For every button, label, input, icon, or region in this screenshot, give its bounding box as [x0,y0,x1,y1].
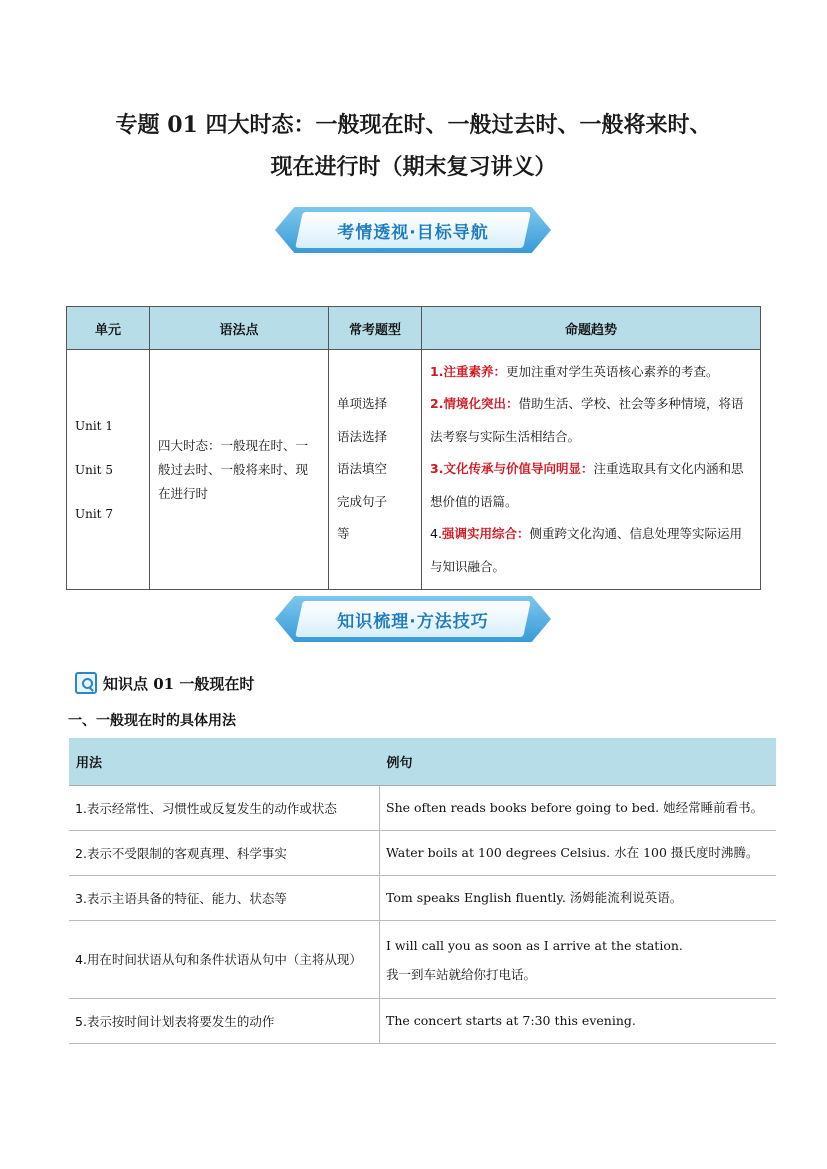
usage-cell: 5.表示按时间计划表将要发生的动作 [69,999,380,1044]
document-title-line2: 现在进行时（期末复习讲义） [270,154,557,180]
header-unit: 单元 [67,307,150,350]
trend-title: 2.情境化突出： [430,396,519,412]
usage-cell: 2.表示不受限制的客观真理、科学事实 [69,831,380,876]
table-row [69,921,776,999]
header-grammar: 语法点 [150,307,329,350]
example-cell: The concert starts at 7:30 this evening. [380,999,777,1044]
header-question-types: 常考题型 [329,307,422,350]
trend-prefix: 4. [430,526,442,542]
trend-text: 侧重跨文化沟通、信息处理等实际运用与知识融合。 [430,526,742,574]
exam-summary-table [66,306,761,590]
banner-label: 知识梳理·方法技巧 [337,611,489,632]
unit-item: Unit 5 [75,462,113,477]
question-type: 完成句子 [337,493,388,509]
knowledge-methods-banner [275,596,551,642]
banner-label: 考情透视·目标导航 [337,222,489,243]
document-title-line1: 专题 01 四大时态：一般现在时、一般过去时、一般将来时、 [115,112,712,138]
table-row [69,786,776,831]
trend-text: 更加注重对学生英语核心素养的考查。 [505,363,719,379]
magnifier-document-icon [75,672,97,694]
question-type: 语法填空 [337,461,388,477]
trend-item [430,388,752,453]
table-row [69,876,776,921]
usage-cell: 3.表示主语具备的特征、能力、状态等 [69,876,380,921]
question-type: 语法选择 [337,428,388,444]
question-type: 等 [337,526,350,542]
usage-cell: 1.表示经常性、习惯性或反复发生的动作或状态 [69,786,380,831]
example-cell: She often reads books before going to bed. 她经常睡前看书。 [380,786,777,831]
header-trends: 命题趋势 [422,307,761,350]
usage-cell: 4.用在时间状语从句和条件状语从句中（主将从现） [69,921,380,999]
example-english: I will call you as soon as I arrive at the station. [386,937,683,953]
unit-item: Unit 1 [75,418,113,433]
units-cell [67,350,150,590]
question-type: 单项选择 [337,396,388,412]
usage-header-row [69,738,776,786]
summary-header-row [67,307,761,350]
knowledge-point-label: 知识点 01 一般现在时 [103,674,255,693]
header-usage: 用法 [69,738,380,786]
unit-item: Unit 7 [75,506,113,521]
summary-body-row [67,350,761,590]
trend-item [430,356,752,389]
trend-title: 1.注重素养： [430,363,506,379]
example-cell [380,921,777,999]
example-cell: Tom speaks English fluently. 汤姆能流利说英语。 [380,876,777,921]
trend-title: 强调实用综合： [441,526,530,542]
question-types-cell [329,350,422,590]
usage-table [69,738,776,1044]
example-cell: Water boils at 100 degrees Celsius. 水在 100 摄氏度时沸腾。 [380,831,777,876]
trend-title: 3.文化传承与价值导向明显： [430,461,594,477]
trend-item [430,518,752,583]
trends-cell [422,350,761,590]
header-example: 例句 [380,738,777,786]
table-row [69,999,776,1044]
trend-text: 借助生活、学校、社会等多种情境，将语法考察与实际生活相结合。 [430,396,744,444]
knowledge-point-heading [75,672,254,694]
grammar-points-cell: 四大时态：一般现在时、一般过去时、一般将来时、现在进行时 [150,350,329,590]
table-row [69,831,776,876]
trend-item [430,453,752,518]
section-title: 一、一般现在时的具体用法 [68,713,236,729]
exam-overview-banner [275,207,551,253]
trend-text: 注重选取具有文化内涵和思想价值的语篇。 [430,461,744,509]
example-chinese: 我一到车站就给你打电话。 [386,966,537,982]
